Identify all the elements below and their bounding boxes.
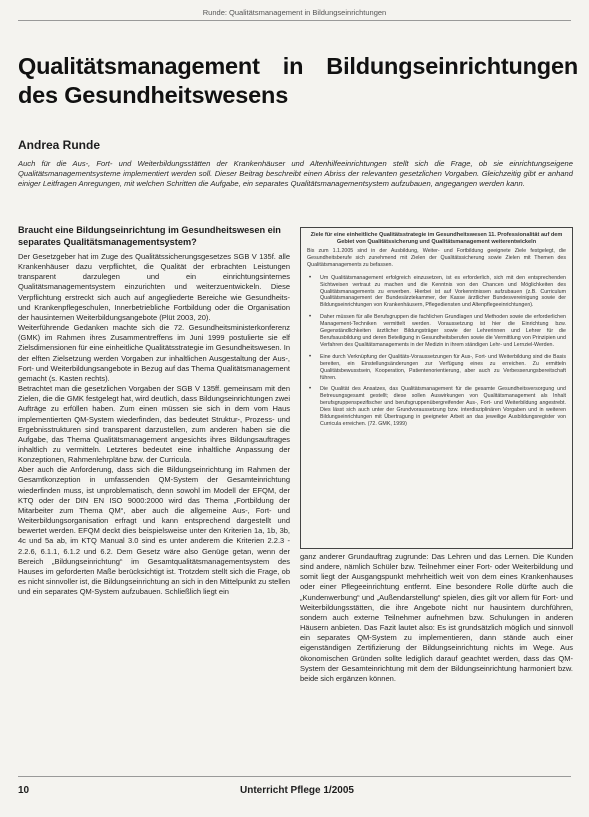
header-rule [18,20,571,21]
page-number: 10 [18,785,30,796]
info-box-list [307,275,566,428]
author-name: Andrea Runde [18,138,101,152]
bullet-icon: • [309,353,312,360]
paragraph: Weiterführende Gedanken machte sich die 72. Gesundheitsministerkonferenz (GMK) im Rahmen ihres Zusammentreffens im Juni 1999 postulierte sie elf Zielsdimensionen für eine einheitliche Qualitätsstrategie im Gesundheitswesen. In der elften Zielsetzung werden Vorgaben zur inhaltlichen Ausgestaltung der Aus-, Fort- und Weiterbildungsangebote in Bezug auf das Thema Qualitätsmanagement gemacht (s. Kasten rechts). [18,323,290,383]
journal-name: Unterricht Pflege 1/2005 [240,785,354,796]
paragraph: Betrachtet man die gesetzlichen Vorgaben der SGB V 135ff. gemeinsam mit den Zielen, die die GMK festgelegt hat, wird deutlich, dass Bildungseinrichtungen zwei Aufträge zu erfüllen haben. Zum einen müssen sie sich in dem vom Haus implementierten QM-System wiederfinden, das bedeutet Struktur-, Prozess- und Ergebnisstrukturen sind transparent darzustellen, zum anderen haben sie die Aufgabe, das Thema Qualitätsmanagement angesichts ihres Bildungsauftrages inhaltlich zu vermitteln. Letzteres bedeutet eine inhaltliche Anpassung der Konzeptionen, Rahmenlehrpläne bzw. der Curricula. [18,384,290,465]
running-head: Runde: Qualitätsmanagement in Bildungseinrichtungen [202,8,387,17]
list-item: • Daher müssen für alle Berufsgruppen die fachlichen Grundlagen und Methoden sowie die erforderlichen Management-Techniken vermittelt werden. Voraussetzung ist hier die Einrichtung bzw. Gegenständlichkeiten ärztlicher Bildungsträger sowie der Lehrerinnen und Lehrer für die Berufsausbildung und deren Beteiligung in Gesundheitsberufen sowie die Vermittlung von Prinzipien und Verfahren des Qualitätsmanagements in der Medizin in ihrem ständigen Lehr- und Lernziel-Werden. [309,314,566,348]
list-item: • Um Qualitätsmanagement erfolgreich einzusetzen, ist es erforderlich, sich mit den entsprechenden Sichtweisen vertraut zu machen und die Kenntnis von den Chancen und Möglichkeiten des Qualitätsmanagements zu erwerben. Hierbei ist auf Vorkenntnissen aufzubauen (z.B. Curriculum Qualitätsmanagement der Bundesärztekammer, der Kasse ärztlicher Bundesvereinigung sowie der Bildungseinrichtungen von Krankenhäusern, Pflegediensten und Altenpflegeeinrichtungen). [309,274,566,309]
footer-rule [18,776,571,777]
left-column [18,225,290,597]
info-box-title: Ziele für eine einheitliche Qualitätsstrategie im Gesundheitswesen 11. Professionalität auf dem Gebiet von Qualitätssicherung und Qualitätsmanagement weiterentwickeln [310,232,563,245]
right-body: ganz anderer Grundauftrag zugrunde: Das Lehren und das Lernen. Die Kunden sind andere, nämlich Schüler bzw. Teilnehmer einer Fort- oder Weiterbildung und somit liegt der Ausgangspunkt mehrheitlich weit von dem eines Krankenhauses oder einer Pflegeeinrichtung entfernt. Eine besondere Rolle dürfte auch die „Kundenwerbung“ und „Außendarstellung“ spielen, dies gilt vor allem für Fort- und Weiterbildungsstätten, die ihre Angebote nicht nur hausintern durchführen, sondern auch externe Teilnehmer aufnehmen bzw. Schulungen in anderen Häusern anbieten. Das Fazit lautet also: Es ist grundsätzlich möglich und sinnvoll ein separates QM-System zu implementieren, dann stände auch einer eigenständigen Zertifizierung der Bildungseinrichtung nichts im Wege. Aus ökonomischen Gründen sollte lediglich darauf geachtet werden, dass das QM-System der Gesamteinrichtung mit dem der Bildungseinrichtung harmoniert bzw. beide sich ergänzen können. [300,552,573,683]
bullet-icon: • [309,274,312,281]
article-title: Qualitätsmanagement in Bildungseinrichtungen des Gesundheitswesens [18,53,578,108]
info-box [300,227,573,549]
paragraph: Der Gesetzgeber hat im Zuge des Qualitätssicherungsgesetzes SGB V 135f. alle Krankenhäuser dazu verpflichtet, die Qualität der erbrachten Leistungen transparent darzulegen und ein einrichtungsinternes Qualitätsmanagementsystem einzurichten und weiterzuentwickeln. Diese Verpflichtung erstreckt sich auch auf angegliederte Bereiche wie Gesundheits- und Krankenpflegeschulen, Innerbetriebliche Fortbildung oder die Organisation der hausinternen Weiterbildungsangebote (Plüt 2003, 20). [18,252,290,322]
right-column [300,552,573,684]
section-heading: Braucht eine Bildungseinrichtung im Gesundheitswesen ein separates Qualitätsmanagementsystem? [18,225,281,247]
paragraph: Aber auch die Anforderung, dass sich die Bildungseinrichtung im Rahmen der Gesamtkonzeption in umfassenden QM-System der Gesamteinrichtung wiederfinden muss, ist unproblematisch, denn sowohl im Modell der EFQM, der KTQ oder der DIN EN ISO 9000:2000 wird das Thema „Fortbildung der Mitarbeiter zum Thema QM“, aber auch die allgemeine Aus-, Fort- und Weiterbildungsorganisation erfragt und kann entsprechend dargestellt und bewertet werden. EFQM deckt dies beispielsweise unter den Kriterien 1a, 1b, 3b, 4c und 5a ab, im KTQ Manual 3.0 sind es unter anderem die Kriterien 2.2.3 - 2.2.6, 6.1.1, 6.1.2 und 6.2. Dem Gesetz wäre also Genüge getan, wenn der Bereich „Bildungseinrichtung“ im Gesamtqualitätsmanagementsystem des Hauses im geforderten Maße berücksichtigt ist. Trotzdem stellt sich die Frage, ob es nicht sinnvoller ist, die Bildungseinrichtung an sich in den Mittelpunkt zu stellen und ein separates QM-System aufzubauen. Schließlich liegt ein [18,465,290,597]
abstract: Auch für die Aus-, Fort- und Weiterbildungsstätten der Krankenhäuser und Altenhilfeeinrichtungen stellt sich die Frage, ob sie einrichtungseigene Qualitätsmanagementsysteme implementiert werden soll. Dieser Beitrag beschreibt einen Abriss der relevanten gesetzlichen Vorgaben. Gleichzeitig gibt er anhand einiger Leitfragen Anregungen, mit welchen Schritten die Aufgabe, ein separates Qualitätsmanagementsystem aufzubauen, angegangen werden kann. [18,159,573,188]
list-item: • Die Qualität des Ansatzes, das Qualitätsmanagement für die gesamte Gesundheitsversorgung und Betreuungsgesamt gestellt; diese sollen Auswirkungen von Qualitätsmanagement als Inhalt berufsgruppenspezifischer und berufsgruppenübergreifender Aus-, Fort- und Weiterbildung angestrebt. Dies lässt sich auch unter der Grundvoraussetzung bzw. interdisziplinären Vorgaben und in weiteren Bildungseinrichtungen mit Übertragung in geeigneter Arbeit an das jeweilige Ausbildungsregister von Curricula erreichen. (72. GMK, 1999) [309,386,566,427]
bullet-icon: • [309,386,312,393]
left-body [18,252,290,597]
bullet-icon: • [309,314,312,321]
info-box-source: (72. GMK, 1999) [367,420,407,427]
list-item: • Eine durch Verknüpfung der Qualitäts-Voraussetzungen für Aus-, Fort- und Weiterbildung sind die Basis bereiten, ein Einstellungsänderungen zur Verfügung eines zu erreichen. Zu ermitteln Qualitätsbewusstsein, Kooperation, Patientenorientierung, aber auch zu Verbesserungsbereitschaft führen. [309,353,566,381]
info-box-intro: Bis zum 1.1.2005 sind in der Ausbildung, Weiter- und Fortbildung geeignete Ziele festgelegt, die Gesundheitsberufe sich zunehmend mit Zielen der Qualitätssicherung sowie Zielen mit Themen des Qualitätsmanagements zu befassen. [307,248,566,268]
